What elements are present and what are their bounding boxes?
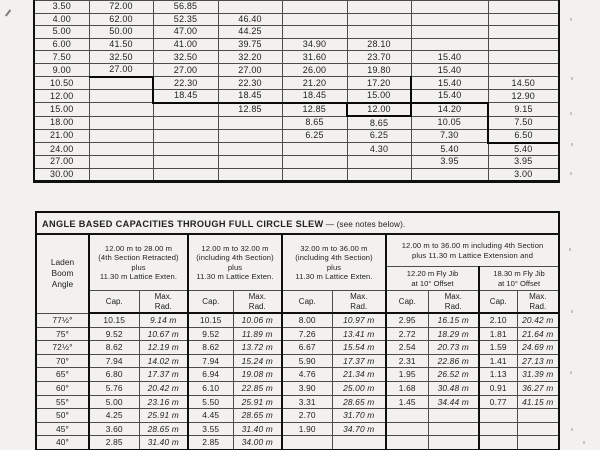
cap-cell: 3.60: [89, 422, 139, 436]
capacity-cell: 3.00: [488, 168, 559, 182]
cap-cell: 1.13: [479, 368, 517, 382]
capacity-cell: 22.30: [218, 77, 282, 90]
max-radius-cell: 21.64 m: [517, 327, 559, 341]
capacity-cell: [153, 116, 218, 129]
boom-angle-cell: 77½°: [36, 313, 89, 327]
cap-cell: 4.76: [282, 368, 332, 382]
table-row: [34, 77, 559, 90]
cap-cell: [282, 436, 332, 450]
cap-cell: 5.90: [282, 354, 332, 368]
capacity-cell: [89, 129, 153, 142]
capacity-cell: [411, 1, 488, 14]
boom-angle-cell: 55°: [36, 395, 89, 409]
max-radius-cell: 20.42 m: [517, 313, 559, 327]
max-radius-cell: 26.52 m: [428, 368, 479, 382]
max-radius-cell: 41.15 m: [517, 395, 559, 409]
max-radius-cell: 24.69 m: [517, 341, 559, 355]
cap-cell: 1.59: [479, 341, 517, 355]
max-radius-cell: 16.15 m: [428, 313, 479, 327]
cap-cell: 2.31: [386, 354, 428, 368]
cap-cell: 2.85: [188, 436, 233, 450]
max-radius-cell: [332, 436, 386, 450]
cap-column-header: Cap.: [479, 291, 517, 314]
capacity-cell: 6.25: [282, 129, 347, 142]
capacity-cell: [89, 143, 153, 156]
capacity-cell: 7.30: [411, 129, 488, 142]
capacity-cell: [282, 26, 347, 39]
capacity-cell: [488, 51, 559, 64]
capacity-cell: 3.95: [488, 156, 559, 169]
max-radius-cell: [517, 436, 559, 450]
capacity-cell: [488, 26, 559, 39]
cap-cell: 0.77: [479, 395, 517, 409]
capacity-cell: [347, 1, 411, 14]
table-title-main: ANGLE BASED CAPACITIES THROUGH FULL CIRCLE SLEW: [42, 219, 324, 229]
max-radius-cell: 22.86 m: [428, 354, 479, 368]
capacity-cell: 32.50: [89, 51, 153, 64]
capacity-cell: [411, 26, 488, 39]
cap-cell: 7.94: [89, 354, 139, 368]
capacity-cell: [218, 168, 282, 182]
cap-cell: 1.95: [386, 368, 428, 382]
scan-artifact-dot: [569, 248, 571, 251]
cap-cell: 8.62: [89, 341, 139, 355]
boom-angle-cell: 72½°: [36, 341, 89, 355]
capacity-cell: 10.05: [411, 116, 488, 129]
capacity-cell: 27.00: [89, 63, 153, 76]
cap-cell: 6.94: [188, 368, 233, 382]
max-radius-cell: 14.02 m: [139, 354, 188, 368]
cap-cell: 8.62: [188, 341, 233, 355]
table-row: [36, 395, 559, 409]
scan-stray-mark: [5, 9, 11, 16]
fly-jib-header: 18.30 m Fly Jib at 10° Offset: [479, 267, 559, 291]
column-group-header: 12.00 m to 28.00 m (4th Section Retracted) plus 11.30 m Lattice Exten.: [89, 234, 188, 291]
capacity-cell: 28.10: [347, 38, 411, 51]
capacity-cell: [153, 156, 218, 169]
boom-length-capacity-table: [33, 0, 560, 183]
max-radius-cell: 11.89 m: [233, 327, 282, 341]
table-row: [34, 63, 559, 76]
max-radius-cell: 31.40 m: [233, 422, 282, 436]
capacity-cell: [218, 143, 282, 156]
radius-cell: 30.00: [34, 168, 89, 182]
max-radius-cell: 34.00 m: [233, 436, 282, 450]
capacity-cell: 6.50: [488, 129, 559, 142]
table-row: [36, 327, 559, 341]
table-title: [36, 212, 559, 234]
boom-angle-cell: 45°: [36, 422, 89, 436]
cap-cell: 2.95: [386, 313, 428, 327]
capacity-cell: [153, 129, 218, 142]
table-row: [34, 1, 559, 14]
scan-artifact-dot: [571, 77, 573, 80]
max-rad-column-header: Max. Rad.: [332, 291, 386, 314]
cap-cell: 3.55: [188, 422, 233, 436]
max-rad-column-header: Max. Rad.: [428, 291, 479, 314]
scan-artifact-dot: [570, 112, 572, 115]
capacity-cell: 12.00: [347, 103, 411, 117]
cap-cell: 9.52: [89, 327, 139, 341]
table-row: [36, 436, 559, 450]
capacity-cell: [488, 1, 559, 14]
capacity-cell: 17.20: [347, 77, 411, 90]
cap-cell: 4.25: [89, 409, 139, 423]
capacity-cell: 12.85: [282, 103, 347, 117]
max-radius-cell: 34.70 m: [332, 422, 386, 436]
capacity-cell: [282, 13, 347, 26]
cap-cell: 10.15: [89, 313, 139, 327]
max-radius-cell: 10.06 m: [233, 313, 282, 327]
capacity-cell: 18.45: [218, 90, 282, 103]
capacity-cell: [218, 129, 282, 142]
radius-cell: 6.00: [34, 38, 89, 51]
scan-artifact-dot: [571, 143, 573, 146]
capacity-cell: [347, 168, 411, 182]
capacity-cell: [347, 26, 411, 39]
max-radius-cell: [517, 422, 559, 436]
capacity-cell: 72.00: [89, 1, 153, 14]
capacity-cell: [488, 13, 559, 26]
capacity-cell: 27.00: [153, 63, 218, 76]
cap-cell: 6.80: [89, 368, 139, 382]
max-radius-cell: [517, 409, 559, 423]
cap-cell: [386, 422, 428, 436]
table-title-row: [36, 212, 559, 234]
column-group-header: 12.00 m to 32.00 m (including 4th Section) plus 11.30 m Lattice Exten.: [188, 234, 282, 291]
radius-cell: 12.00: [34, 90, 89, 103]
capacity-cell: 26.00: [282, 63, 347, 76]
max-radius-cell: 25.00 m: [332, 381, 386, 395]
max-rad-column-header: Max. Rad.: [517, 291, 559, 314]
table-row: [34, 38, 559, 51]
max-radius-cell: 21.34 m: [332, 368, 386, 382]
capacity-cell: 18.45: [282, 90, 347, 103]
max-radius-cell: 27.13 m: [517, 354, 559, 368]
capacity-cell: 50.00: [89, 26, 153, 39]
max-radius-cell: 31.39 m: [517, 368, 559, 382]
cap-column-header: Cap.: [188, 291, 233, 314]
cap-cell: 6.10: [188, 381, 233, 395]
max-radius-cell: 31.40 m: [139, 436, 188, 450]
capacity-cell: [411, 38, 488, 51]
max-radius-cell: 17.37 m: [332, 354, 386, 368]
table-row: [36, 313, 559, 327]
angle-capacity-table: [35, 211, 560, 450]
max-radius-cell: 15.54 m: [332, 341, 386, 355]
table-row: [36, 368, 559, 382]
capacity-cell: 22.30: [153, 77, 218, 90]
cap-cell: 2.10: [479, 313, 517, 327]
capacity-cell: 44.25: [218, 26, 282, 39]
capacity-cell: 12.90: [488, 90, 559, 103]
max-radius-cell: [428, 436, 479, 450]
capacity-cell: 46.40: [218, 13, 282, 26]
capacity-cell: 32.20: [218, 51, 282, 64]
capacity-cell: 15.00: [347, 90, 411, 103]
capacity-cell: [89, 103, 153, 117]
boom-angle-cell: 40°: [36, 436, 89, 450]
capacity-cell: 6.25: [347, 129, 411, 142]
capacity-cell: [282, 143, 347, 156]
radius-cell: 27.00: [34, 156, 89, 169]
boom-angle-cell: 75°: [36, 327, 89, 341]
max-radius-cell: 10.97 m: [332, 313, 386, 327]
capacity-cell: 12.85: [218, 103, 282, 117]
scan-artifact-dot: [583, 441, 585, 444]
table-row: [34, 103, 559, 117]
capacity-cell: [282, 1, 347, 14]
capacity-cell: 31.60: [282, 51, 347, 64]
cap-cell: 5.00: [89, 395, 139, 409]
capacity-cell: 3.95: [411, 156, 488, 169]
table-title-note: — (see notes below).: [323, 220, 406, 229]
cap-cell: 1.90: [282, 422, 332, 436]
table-row: [34, 51, 559, 64]
max-radius-cell: 20.42 m: [139, 381, 188, 395]
capacity-cell: 15.40: [411, 77, 488, 90]
capacity-cell: [89, 77, 153, 90]
header-row-groups: [36, 234, 559, 267]
table-row: [34, 129, 559, 142]
cap-cell: 3.31: [282, 395, 332, 409]
cap-cell: 2.72: [386, 327, 428, 341]
max-radius-cell: [428, 409, 479, 423]
capacity-cell: 14.20: [411, 103, 488, 117]
table-row: [36, 354, 559, 368]
capacity-cell: [347, 156, 411, 169]
cap-cell: 1.68: [386, 381, 428, 395]
cap-cell: 8.00: [282, 313, 332, 327]
capacity-cell: 15.40: [411, 63, 488, 76]
capacity-cell: 52.35: [153, 13, 218, 26]
cap-column-header: Cap.: [386, 291, 428, 314]
radius-cell: 5.00: [34, 26, 89, 39]
radius-cell: 9.00: [34, 63, 89, 76]
scan-artifact-dot: [571, 310, 573, 313]
cap-cell: 3.90: [282, 381, 332, 395]
cap-cell: 2.70: [282, 409, 332, 423]
max-radius-cell: 25.91 m: [139, 409, 188, 423]
cap-cell: 5.76: [89, 381, 139, 395]
cap-cell: 0.91: [479, 381, 517, 395]
capacity-cell: [89, 156, 153, 169]
max-radius-cell: 19.08 m: [233, 368, 282, 382]
cap-cell: 4.45: [188, 409, 233, 423]
max-radius-cell: 20.73 m: [428, 341, 479, 355]
max-radius-cell: 9.14 m: [139, 313, 188, 327]
capacity-cell: [282, 156, 347, 169]
cap-cell: 1.45: [386, 395, 428, 409]
capacity-cell: 15.40: [411, 90, 488, 103]
capacity-cell: [411, 13, 488, 26]
max-radius-cell: 25.91 m: [233, 395, 282, 409]
capacity-cell: 15.40: [411, 51, 488, 64]
capacity-cell: 19.80: [347, 63, 411, 76]
table-row: [36, 409, 559, 423]
capacity-cell: 56.85: [153, 1, 218, 14]
table-row: [36, 341, 559, 355]
cap-cell: 7.26: [282, 327, 332, 341]
capacity-cell: [488, 38, 559, 51]
capacity-cell: 21.20: [282, 77, 347, 90]
cap-column-header: Cap.: [282, 291, 332, 314]
capacity-cell: 23.70: [347, 51, 411, 64]
max-radius-cell: 28.65 m: [233, 409, 282, 423]
capacity-cell: [218, 116, 282, 129]
capacity-cell: 8.65: [282, 116, 347, 129]
capacity-cell: 62.00: [89, 13, 153, 26]
cap-cell: 6.67: [282, 341, 332, 355]
cap-cell: 7.94: [188, 354, 233, 368]
table-row: [34, 143, 559, 156]
capacity-cell: [282, 168, 347, 182]
max-radius-cell: 23.16 m: [139, 395, 188, 409]
max-radius-cell: 12.19 m: [139, 341, 188, 355]
table-row: [34, 156, 559, 169]
table-row: [34, 13, 559, 26]
table-row: [34, 90, 559, 103]
capacity-cell: 8.65: [347, 116, 411, 129]
boom-angle-cell: 65°: [36, 368, 89, 382]
capacity-cell: 5.40: [411, 143, 488, 156]
max-radius-cell: 17.37 m: [139, 368, 188, 382]
capacity-cell: [488, 63, 559, 76]
capacity-cell: [218, 156, 282, 169]
max-radius-cell: 13.72 m: [233, 341, 282, 355]
capacity-cell: 41.50: [89, 38, 153, 51]
max-radius-cell: [428, 422, 479, 436]
capacity-cell: 9.15: [488, 103, 559, 117]
max-rad-column-header: Max. Rad.: [139, 291, 188, 314]
radius-cell: 4.00: [34, 13, 89, 26]
max-radius-cell: 18.29 m: [428, 327, 479, 341]
radius-cell: 7.50: [34, 51, 89, 64]
max-radius-cell: 22.85 m: [233, 381, 282, 395]
laden-boom-angle-header: Laden Boom Angle: [36, 234, 89, 313]
boom-angle-cell: 50°: [36, 409, 89, 423]
capacity-cell: [347, 13, 411, 26]
scan-artifact-dot: [570, 18, 572, 21]
capacity-cell: 47.00: [153, 26, 218, 39]
table-row: [34, 168, 559, 182]
cap-cell: [479, 422, 517, 436]
capacity-cell: [411, 168, 488, 182]
scan-artifact-dot: [571, 428, 573, 431]
column-group-header: 32.00 m to 36.00 m (including 4th Section) plus 11.30 m Lattice Exten.: [282, 234, 386, 291]
capacity-cell: 27.00: [218, 63, 282, 76]
capacity-cell: [218, 1, 282, 14]
radius-cell: 10.50: [34, 77, 89, 90]
capacity-cell: 18.45: [153, 90, 218, 103]
cap-column-header: Cap.: [89, 291, 139, 314]
max-radius-cell: 28.65 m: [332, 395, 386, 409]
radius-cell: 3.50: [34, 1, 89, 14]
max-radius-cell: 30.48 m: [428, 381, 479, 395]
cap-cell: [479, 409, 517, 423]
capacity-cell: 34.90: [282, 38, 347, 51]
max-radius-cell: 34.44 m: [428, 395, 479, 409]
capacity-cell: 5.40: [488, 143, 559, 156]
capacity-cell: 39.75: [218, 38, 282, 51]
scan-artifact-dot: [570, 172, 572, 175]
capacity-cell: [89, 116, 153, 129]
cap-cell: [386, 409, 428, 423]
radius-cell: 18.00: [34, 116, 89, 129]
cap-cell: 1.81: [479, 327, 517, 341]
max-radius-cell: 13.41 m: [332, 327, 386, 341]
cap-cell: [479, 436, 517, 450]
radius-cell: 24.00: [34, 143, 89, 156]
cap-cell: 1.41: [479, 354, 517, 368]
table-row: [36, 422, 559, 436]
capacity-cell: [153, 168, 218, 182]
radius-cell: 15.00: [34, 103, 89, 117]
cap-cell: 5.50: [188, 395, 233, 409]
capacity-cell: 41.00: [153, 38, 218, 51]
max-radius-cell: 15.24 m: [233, 354, 282, 368]
capacity-cell: 14.50: [488, 77, 559, 90]
cap-cell: 2.85: [89, 436, 139, 450]
table-row: [36, 381, 559, 395]
cap-cell: 2.54: [386, 341, 428, 355]
cap-cell: 9.52: [188, 327, 233, 341]
max-radius-cell: 31.70 m: [332, 409, 386, 423]
table-row: [34, 116, 559, 129]
radius-cell: 21.00: [34, 129, 89, 142]
scan-artifact-dot: [570, 371, 572, 374]
cap-cell: [386, 436, 428, 450]
capacity-cell: [89, 90, 153, 103]
column-group-header: 12.00 m to 36.00 m including 4th Section plus 11.30 m Lattice Extension and: [386, 234, 559, 267]
capacity-cell: 7.50: [488, 116, 559, 129]
table-row: [34, 26, 559, 39]
max-radius-cell: 36.27 m: [517, 381, 559, 395]
capacity-cell: [153, 143, 218, 156]
max-radius-cell: 10.67 m: [139, 327, 188, 341]
capacity-cell: [153, 103, 218, 117]
capacity-cell: 4.30: [347, 143, 411, 156]
boom-angle-cell: 60°: [36, 381, 89, 395]
boom-angle-cell: 70°: [36, 354, 89, 368]
header-row-cap-rad: [36, 291, 559, 314]
fly-jib-header: 12.20 m Fly Jib at 10° Offset: [386, 267, 479, 291]
capacity-cell: 32.50: [153, 51, 218, 64]
max-rad-column-header: Max. Rad.: [233, 291, 282, 314]
capacity-cell: [89, 168, 153, 182]
max-radius-cell: 28.65 m: [139, 422, 188, 436]
cap-cell: 10.15: [188, 313, 233, 327]
